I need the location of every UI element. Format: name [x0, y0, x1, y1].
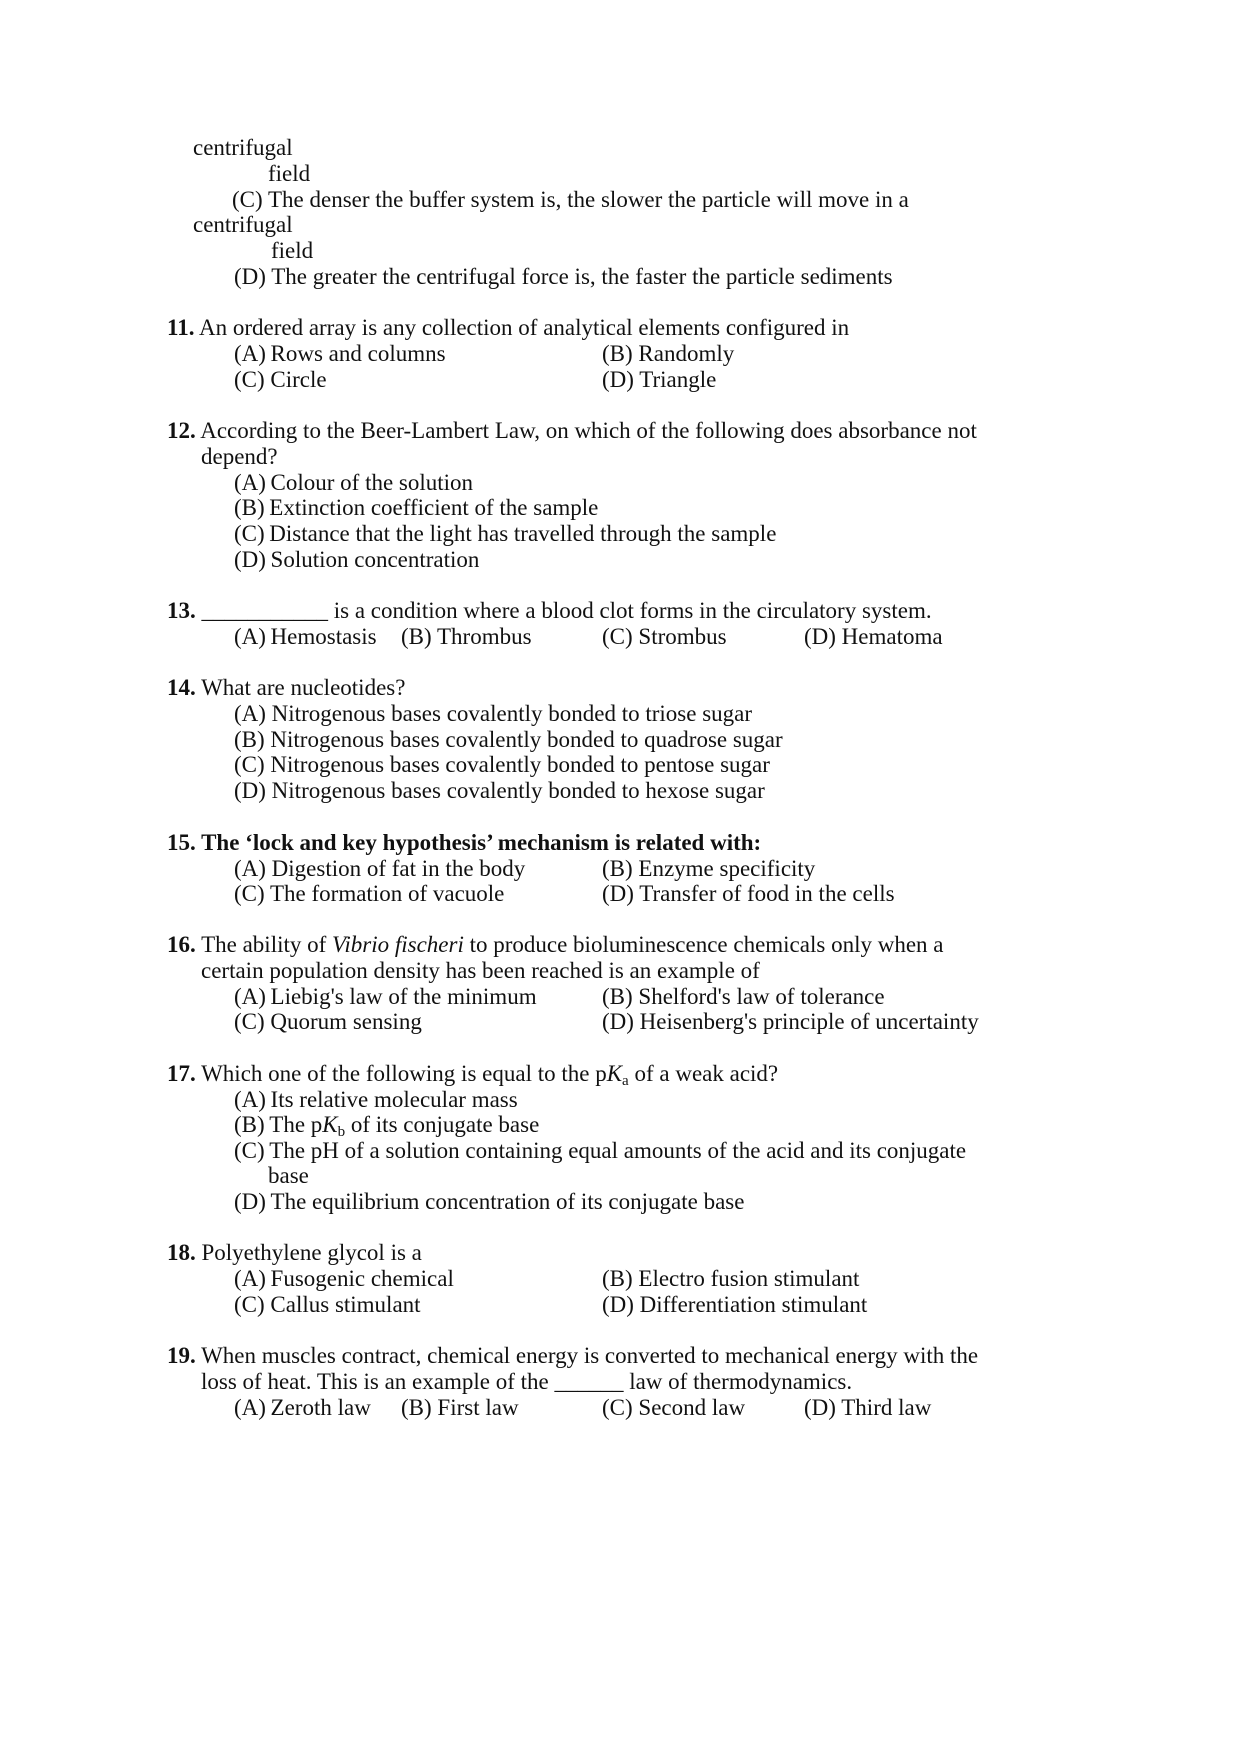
question-text: The ability of Vibrio fischeri to produce bioluminescence chemicals only when a	[201, 932, 944, 957]
option-c: (C) Strombus	[602, 624, 727, 649]
option-d: (D) Transfer of food in the cells	[602, 881, 895, 906]
option-b: (B) Randomly	[602, 341, 735, 366]
option-d: (D) The greater the centrifugal force is, the faster the particle sediments	[234, 264, 893, 289]
option-a: (A) Nitrogenous bases covalently bonded to triose sugar	[234, 701, 753, 726]
question-number: 12.	[167, 418, 196, 443]
question-number: 13.	[167, 598, 196, 623]
species-name: Vibrio fischeri	[332, 932, 464, 957]
question-text: When muscles contract, chemical energy is converted to mechanical energy with the	[201, 1343, 979, 1368]
option-c: (C) The pH of a solution containing equal amounts of the acid and its conjugate	[234, 1138, 967, 1163]
option-a: (A) Zeroth law	[234, 1395, 371, 1420]
carryover-line: centrifugal	[193, 135, 293, 160]
question-number: 15.	[167, 830, 196, 855]
question-text: Polyethylene glycol is a	[201, 1240, 422, 1265]
question-text: ___________ is a condition where a blood clot forms in the circulatory system.	[201, 598, 932, 623]
question-11	[167, 314, 849, 342]
option-d: (D) Third law	[804, 1395, 932, 1420]
option-c: (C) Nitrogenous bases covalently bonded to pentose sugar	[234, 752, 770, 777]
question-15	[167, 829, 761, 857]
option-d: (D) Differentiation stimulant	[602, 1292, 868, 1317]
question-number: 19.	[167, 1343, 196, 1368]
option-a: (A) Hemostasis	[234, 624, 377, 649]
question-17	[167, 1060, 778, 1088]
carryover-line: centrifugal	[193, 212, 293, 237]
question-14	[167, 674, 405, 702]
option-d: (D) Hematoma	[804, 624, 943, 649]
option-a: (A) Fusogenic chemical	[234, 1266, 454, 1291]
option-c-cont: base	[268, 1163, 309, 1188]
option-b: (B) Electro fusion stimulant	[602, 1266, 860, 1291]
option-c: (C) Second law	[602, 1395, 746, 1420]
question-text-cont: loss of heat. This is an example of the ______ law of thermodynamics.	[201, 1369, 853, 1394]
question-number: 14.	[167, 675, 196, 700]
question-text: Which one of the following is equal to the $pK_a$ of a weak acid?	[201, 1061, 779, 1089]
option-d: (D) Triangle	[602, 367, 717, 392]
question-text: What are nucleotides?	[201, 675, 406, 700]
question-text: According to the Beer-Lambert Law, on which of the following does absorbance not	[200, 418, 977, 443]
question-text: The ‘lock and key hypothesis’ mechanism is related with:	[201, 830, 762, 855]
option-c: (C) Distance that the light has travelled through the sample	[234, 521, 777, 546]
question-19	[167, 1342, 978, 1370]
option-b: (B) Thrombus	[401, 624, 532, 649]
option-b: (B) Shelford's law of tolerance	[602, 984, 885, 1009]
question-text-cont: depend?	[201, 444, 278, 469]
option-b: (B) The $pK_b$ of its conjugate base	[234, 1112, 540, 1140]
question-number: 16.	[167, 932, 196, 957]
option-d: (D) Nitrogenous bases covalently bonded to hexose sugar	[234, 778, 765, 803]
option-b: (B) Extinction coefficient of the sample	[234, 495, 599, 520]
option-c: (C) Quorum sensing	[234, 1009, 422, 1034]
question-number: 11.	[167, 315, 195, 340]
option-d: (D) Heisenberg's principle of uncertainty	[602, 1009, 979, 1034]
option-a: (A) Its relative molecular mass	[234, 1087, 518, 1112]
option-c: (C) The formation of vacuole	[234, 881, 505, 906]
question-number: 18.	[167, 1240, 196, 1265]
question-13	[167, 597, 932, 625]
question-text-cont: certain population density has been reached is an example of	[201, 958, 760, 983]
option-c: (C) Callus stimulant	[234, 1292, 421, 1317]
question-text: An ordered array is any collection of analytical elements configured in	[198, 315, 850, 340]
question-16	[167, 931, 944, 959]
carryover-line: field	[268, 161, 311, 186]
question-12	[167, 417, 977, 445]
option-c: (C) The denser the buffer system is, the slower the particle will move in a	[232, 187, 909, 212]
option-a: (A) Colour of the solution	[234, 470, 474, 495]
option-c: (C) Circle	[234, 367, 327, 392]
option-d: (D) Solution concentration	[234, 547, 480, 572]
option-a: (A) Liebig's law of the minimum	[234, 984, 537, 1009]
option-a: (A) Digestion of fat in the body	[234, 856, 526, 881]
option-a: (A) Rows and columns	[234, 341, 446, 366]
option-b: (B) First law	[401, 1395, 519, 1420]
question-number: 17.	[167, 1061, 196, 1086]
option-b: (B) Enzyme specificity	[602, 856, 816, 881]
question-18	[167, 1239, 422, 1267]
option-d: (D) The equilibrium concentration of its conjugate base	[234, 1189, 745, 1214]
option-b: (B) Nitrogenous bases covalently bonded to quadrose sugar	[234, 727, 783, 752]
carryover-line: field	[271, 238, 314, 263]
